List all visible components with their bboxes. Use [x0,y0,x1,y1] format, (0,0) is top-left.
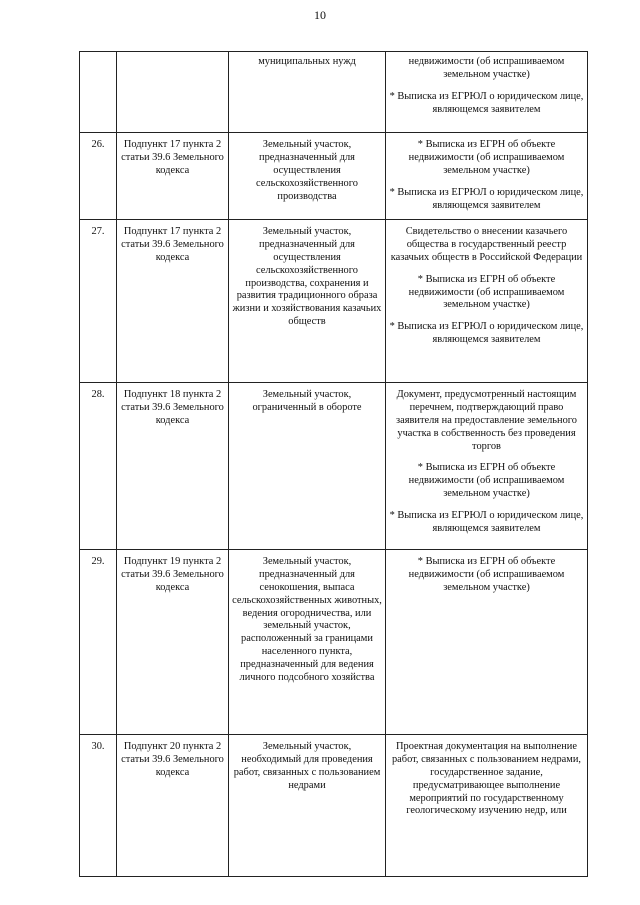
document-item: Свидетельство о внесении казачьего общества в государственный реестр казачьих обществ в Российской Федерации [390,226,583,263]
table-row [80,550,588,735]
land-plot-type-cell: Земельный участок, ограниченный в обороте [229,383,386,550]
legal-basis-cell: Подпункт 19 пункта 2 статьи 39.6 Земельного кодекса [117,550,229,735]
row-number: 27. [80,220,117,383]
table-row [80,133,588,220]
required-documents-cell [386,735,588,877]
land-plot-type-cell: муниципальных нужд [229,52,386,133]
table-row [80,735,588,877]
document-item: * Выписка из ЕГРН об объекте недвижимости (об испрашиваемом земельном участке) [408,462,565,500]
legal-basis-cell: Подпункт 18 пункта 2 статьи 39.6 Земельного кодекса [117,383,229,550]
table-row [80,383,588,550]
row-number [80,52,117,133]
row-number: 30. [80,735,117,877]
row-number: 29. [80,550,117,735]
required-documents-cell [386,220,588,383]
document-item: * Выписка из ЕГРЮЛ о юридическом лице, являющемся заявителем [389,510,584,535]
legal-basis-cell: Подпункт 20 пункта 2 статьи 39.6 Земельного кодекса [117,735,229,877]
document-item: недвижимости (об испрашиваемом земельном участке) [408,56,565,80]
document-item: * Выписка из ЕГРН об объекте недвижимости (об испрашиваемом земельном участке) [408,556,565,593]
documents-table [79,51,588,877]
land-plot-type-cell: Земельный участок, предназначенный для сенокошения, выпаса сельскохозяйственных животных, ведения огородничества, или земельный участок, расположенный за границами населенного пункта, предназначенный для ведения личного подсобного хозяйства [229,550,386,735]
document-item: * Выписка из ЕГРЮЛ о юридическом лице, являющемся заявителем [389,186,584,211]
row-number: 26. [80,133,117,220]
legal-basis-cell: Подпункт 17 пункта 2 статьи 39.6 Земельного кодекса [117,220,229,383]
required-documents-cell [386,550,588,735]
required-documents-cell [386,383,588,550]
required-documents-cell [386,52,588,133]
legal-basis-cell [117,52,229,133]
document-item: Проектная документация на выполнение работ, связанных с пользованием недрами, государственное задание, предусматривающее выполнение мероприятий по государственному геологическому изучению недр, или [391,741,582,817]
document-item: * Выписка из ЕГРЮЛ о юридическом лице, являющемся заявителем [389,321,584,346]
document-item: * Выписка из ЕГРН об объекте недвижимости (об испрашиваемом земельном участке) [408,273,565,311]
table-row [80,52,588,133]
land-plot-type-cell: Земельный участок, предназначенный для осуществления сельскохозяйственного производства, сохранения и развития традиционного образа жизни и хозяйствования казачьих обществ [229,220,386,383]
legal-basis-cell: Подпункт 17 пункта 2 статьи 39.6 Земельного кодекса [117,133,229,220]
row-number: 28. [80,383,117,550]
document-item: * Выписка из ЕГРН об объекте недвижимости (об испрашиваемом земельном участке) [408,139,565,176]
document-item: * Выписка из ЕГРЮЛ о юридическом лице, являющемся заявителем [389,90,584,115]
page-number: 10 [314,8,326,22]
land-plot-type-cell: Земельный участок, необходимый для проведения работ, связанных с пользованием недрами [229,735,386,877]
land-plot-type-cell: Земельный участок, предназначенный для осуществления сельскохозяйственного производства [229,133,386,220]
required-documents-cell [386,133,588,220]
document-item: Документ, предусмотренный настоящим перечнем, подтверждающий право заявителя на предоставление земельного участка в собственность без проведения торгов [396,389,577,452]
table-row [80,220,588,383]
